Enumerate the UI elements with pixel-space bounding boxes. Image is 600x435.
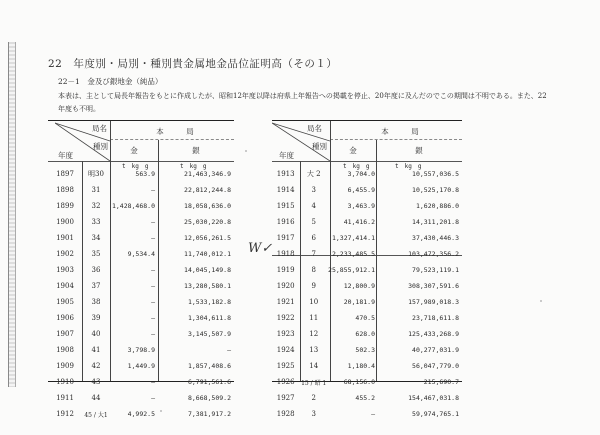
explanatory-note: 本表は、主として局長年報告をもとに作成したが、昭和12年度以降は府県上年報告への掲載を停止、20年度に及んだのでこの期間は不明である。また、22年度も不明。 [58, 92, 547, 113]
year-cell: 1898 [56, 186, 74, 194]
table-row [48, 246, 234, 262]
era-cell: 43 [91, 378, 101, 386]
year-cell: 1914 [276, 186, 295, 194]
silver-cell: 1,620,886.0 [415, 202, 459, 210]
era-cell: 31 [91, 186, 101, 194]
era-cell: 35 [91, 250, 101, 258]
year-cell: 1928 [276, 410, 295, 418]
silver-cell: 7,381,917.2 [187, 410, 231, 418]
era-cell: 大 2 [306, 170, 321, 178]
silver-cell: 59,974,765.1 [412, 410, 459, 418]
era-cell: 6 [311, 234, 316, 242]
silver-cell: 215,690.7 [423, 378, 459, 386]
year-cell: 1921 [276, 298, 295, 306]
era-cell: 9 [311, 282, 316, 290]
table-row [48, 342, 234, 358]
year-cell: 1919 [276, 266, 295, 274]
table-row [272, 342, 462, 358]
year-cell: 1907 [56, 330, 74, 338]
silver-cell: 37,430,446.3 [412, 234, 459, 242]
year-cell: 1900 [56, 218, 74, 226]
gold-cell: — [151, 266, 155, 274]
gold-cell: 1,449.9 [127, 362, 155, 370]
year-cell: 1906 [56, 314, 74, 322]
era-cell: 40 [91, 330, 101, 338]
table-row [272, 262, 462, 278]
era-cell: 41 [91, 346, 101, 354]
year-cell: 1908 [56, 346, 74, 354]
era-cell: 36 [91, 266, 101, 274]
section-subtitle: 22－1 金及び銀地金（純品） [58, 77, 163, 86]
gold-cell: 455.2 [355, 394, 375, 402]
handwritten-checkmark: W✓ [248, 241, 273, 256]
corner-office-label: 局名 [307, 124, 322, 133]
year-cell: 1926 [276, 378, 295, 386]
office-header: 本 局 [156, 127, 194, 136]
silver-cell: 12,056,261.5 [184, 234, 231, 242]
era-cell: 34 [91, 234, 101, 242]
silver-cell: 40,277,031.9 [412, 346, 459, 354]
gold-cell: 1,428,468.0 [111, 202, 155, 210]
gold-cell: — [151, 314, 155, 322]
year-cell: 1901 [56, 234, 74, 242]
table-row [48, 310, 234, 326]
gold-cell: 41,416.2 [343, 218, 375, 226]
era-cell: 14 [309, 362, 319, 370]
era-cell: 15 / 昭 1 [301, 379, 327, 387]
silver-cell: 1,533,182.8 [187, 298, 231, 306]
era-cell: 3 [311, 186, 316, 194]
silver-cell: 10,525,170.8 [412, 186, 459, 194]
right-data-table [272, 166, 462, 422]
silver-cell: 1,857,408.6 [187, 362, 231, 370]
gold-cell: 20,181.9 [343, 298, 375, 306]
gold-cell: — [151, 218, 155, 226]
table-row [48, 326, 234, 342]
silver-cell: 125,433,268.9 [408, 330, 459, 338]
silver-cell: 79,523,119.1 [412, 266, 459, 274]
table-row [48, 262, 234, 278]
year-cell: 1897 [56, 170, 74, 178]
table-row [272, 214, 462, 230]
gold-cell: 6,455.9 [347, 186, 375, 194]
silver-header: 銀 [192, 146, 200, 155]
table-row [48, 214, 234, 230]
scan-speck [540, 300, 542, 302]
table-row [48, 166, 234, 182]
silver-cell: 22,812,244.8 [184, 186, 231, 194]
table-row [272, 294, 462, 310]
table-row [48, 182, 234, 198]
year-cell: 1902 [56, 250, 74, 258]
era-cell: 32 [91, 202, 101, 210]
gold-cell: — [151, 234, 155, 242]
table-row [272, 166, 462, 182]
era-cell: 39 [91, 314, 101, 322]
gold-cell: 563.9 [135, 170, 155, 178]
corner-type-label: 種別 [312, 142, 327, 151]
year-cell: 1909 [56, 362, 74, 370]
era-cell: 8 [311, 266, 316, 274]
era-cell: 5 [311, 218, 316, 226]
table-row [272, 182, 462, 198]
silver-cell: 3,145,507.9 [187, 330, 231, 338]
year-cell: 1927 [276, 394, 295, 402]
year-cell: 1916 [276, 218, 295, 226]
silver-units: t kg g [180, 163, 207, 170]
corner-type-label: 種別 [93, 142, 108, 151]
corner-year-label: 年度 [279, 151, 294, 160]
gold-header: 金 [349, 146, 357, 155]
year-cell: 1910 [56, 378, 74, 386]
gold-cell: 3,704.0 [347, 170, 375, 178]
silver-cell: 23,718,611.8 [412, 314, 459, 322]
silver-cell: 10,557,036.5 [412, 170, 459, 178]
silver-cell: 1,304,611.8 [187, 314, 231, 322]
gold-header: 金 [130, 146, 138, 155]
silver-cell: 14,045,149.8 [184, 266, 231, 274]
silver-cell: 103,472,356.2 [408, 250, 459, 258]
gold-cell: 3,463.9 [347, 202, 375, 210]
office-header: 本 局 [381, 127, 419, 136]
gold-cell: 9,534.4 [127, 250, 155, 258]
silver-cell: 25,030,220.8 [184, 218, 231, 226]
year-cell: 1905 [56, 298, 74, 306]
era-cell: 3 [311, 410, 316, 418]
gold-cell: 470.5 [355, 314, 375, 322]
table-row [272, 198, 462, 214]
table-row [272, 406, 462, 422]
gold-cell: — [151, 394, 155, 402]
silver-cell: 18,058,636.0 [184, 202, 231, 210]
subheader-rule [330, 139, 462, 140]
table-row [48, 278, 234, 294]
year-cell: 1918 [276, 250, 295, 258]
era-cell: 13 [309, 346, 319, 354]
era-cell: 42 [91, 362, 101, 370]
scan-speck [245, 150, 247, 152]
era-cell: 11 [309, 314, 319, 322]
table-row [272, 246, 462, 262]
table-row [272, 326, 462, 342]
silver-cell: 11,740,012.1 [184, 250, 231, 258]
year-cell: 1917 [276, 234, 295, 242]
table-row [48, 358, 234, 374]
corner-year-label: 年度 [58, 151, 73, 160]
year-cell: 1922 [276, 314, 295, 322]
silver-cell: 308,307,591.6 [408, 282, 459, 290]
era-cell: 44 [91, 394, 101, 402]
subheader-rule [110, 139, 234, 140]
table-row [272, 390, 462, 406]
year-cell: 1923 [276, 330, 295, 338]
silver-cell: 56,047,779.0 [412, 362, 459, 370]
scan-speck [160, 410, 162, 412]
era-cell: 33 [91, 218, 101, 226]
year-cell: 1913 [276, 170, 295, 178]
silver-cell: 8,668,509.2 [187, 394, 231, 402]
era-cell: 38 [91, 298, 101, 306]
gold-cell: 68,156.0 [343, 378, 375, 386]
page-title: 22 年度別・局別・種別貴金属地金品位証明高（その１） [48, 58, 338, 70]
gold-cell: 12,800.9 [343, 282, 375, 290]
table-row [48, 406, 234, 422]
corner-office-label: 局名 [92, 124, 107, 133]
gold-cell: — [151, 378, 155, 386]
year-cell: 1920 [276, 282, 295, 290]
gold-cell: 3,798.9 [127, 346, 155, 354]
year-cell: 1904 [56, 282, 74, 290]
table-row [272, 230, 462, 246]
year-cell: 1899 [56, 202, 74, 210]
year-cell: 1925 [276, 362, 295, 370]
table-row [48, 198, 234, 214]
era-cell: 10 [309, 298, 319, 306]
table-row [48, 390, 234, 406]
gold-cell: 1,327,414.1 [331, 234, 375, 242]
gold-cell: 25,855,912.1 [328, 266, 375, 274]
silver-cell: 14,311,201.8 [412, 218, 459, 226]
silver-cell: 13,280,580.1 [184, 282, 231, 290]
gold-cell: 1,180.4 [347, 362, 375, 370]
era-cell: 7 [311, 250, 316, 258]
era-cell: 明30 [88, 170, 104, 178]
year-cell: 1903 [56, 266, 74, 274]
table-row [48, 230, 234, 246]
gold-cell: 4,992.5 [127, 410, 155, 418]
silver-cell: 6,791,561.6 [187, 378, 231, 386]
table-row [272, 278, 462, 294]
gold-cell: — [371, 410, 375, 418]
silver-cell: — [227, 346, 231, 354]
gold-cell: 502.3 [355, 346, 375, 354]
scan-binding-edge [8, 42, 16, 387]
silver-cell: 21,463,346.9 [184, 170, 231, 178]
silver-cell: 154,467,031.8 [408, 394, 459, 402]
gold-units: t kg g [122, 163, 149, 170]
gold-units: t kg g [343, 163, 370, 170]
year-cell: 1924 [276, 346, 295, 354]
year-cell: 1912 [56, 410, 74, 418]
silver-units: t kg g [395, 163, 422, 170]
era-cell: 45 / 大1 [84, 411, 108, 419]
table-row [272, 310, 462, 326]
era-cell: 2 [311, 394, 316, 402]
gold-cell: — [151, 282, 155, 290]
year-cell: 1915 [276, 202, 295, 210]
gold-cell: — [151, 330, 155, 338]
table-row [272, 358, 462, 374]
year-cell: 1911 [56, 394, 74, 402]
gold-cell: — [151, 298, 155, 306]
silver-cell: 157,989,018.3 [408, 298, 459, 306]
silver-header: 銀 [415, 146, 423, 155]
table-row [48, 294, 234, 310]
gold-cell: 2,233,485.5 [331, 250, 375, 258]
gold-cell: — [151, 186, 155, 194]
table-row [272, 374, 462, 390]
gold-cell: 628.0 [355, 330, 375, 338]
left-data-table [48, 166, 234, 422]
era-cell: 4 [311, 202, 316, 210]
table-row [48, 374, 234, 390]
era-cell: 12 [309, 330, 319, 338]
era-cell: 37 [91, 282, 101, 290]
